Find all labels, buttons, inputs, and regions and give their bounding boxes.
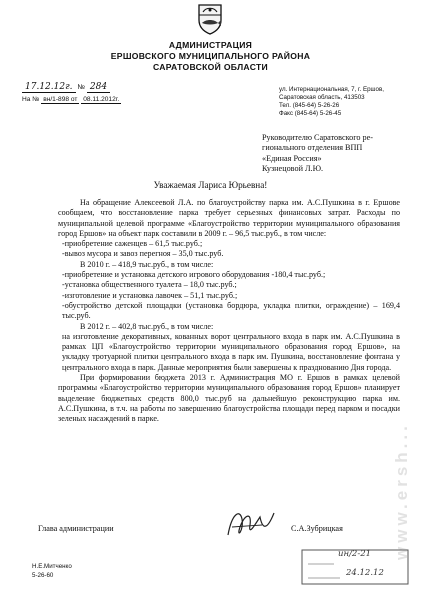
- number-label: №: [77, 84, 85, 91]
- paragraph-2012: В 2012 г. – 402,8 тыс.руб., в том числе:: [80, 321, 214, 331]
- letter-body: [58, 198, 400, 425]
- executor-phone: 5-26-60: [32, 571, 54, 579]
- list-item-playground: -обустройство детской площадки (установка бордюра, укладка плитки, ограждение) – 169,4 тыс.руб.: [62, 300, 400, 321]
- addressee-line3: «Единая Россия»: [262, 153, 322, 163]
- addressee-line4: Кузнецовой Л.Ю.: [262, 163, 324, 173]
- list-item-benches: -изготовление и установка лавочек – 51,1 тыс.руб.;: [62, 290, 238, 300]
- signer-role: Глава администрации: [38, 524, 114, 533]
- site-watermark: www.ersh...: [392, 422, 411, 560]
- executor-name: Н.Е.Митченко: [32, 563, 72, 570]
- contact-block: [279, 86, 384, 118]
- signer-name: С.А.Зубрицкая: [291, 524, 343, 533]
- paragraph-2012-details: на изготовление декоративных, кованных ворот центрального входа в парк им. А.С.Пушкина в рамках ЦП «Благоустройство территории муниципального образования город Ершов», на укладку тротуарной плитки центрального входа в парк им. Пушкина, восстановление фонтана у центрального входа в парк. Данные мероприятия были завершены к празднованию Дня города.: [62, 331, 400, 372]
- stamp-registration-date: 24.12.12: [346, 568, 384, 578]
- handwritten-signature: [222, 505, 280, 545]
- executor-block: [32, 563, 72, 580]
- address-region: Саратовская область, 413503: [279, 94, 365, 102]
- list-item-playground-equipment: -приобретение и установка детского игрового оборудования -180,4 тыс.руб.;: [62, 270, 326, 280]
- incoming-date: 08.11.2012г.: [83, 96, 120, 103]
- incoming-reference: [22, 96, 121, 104]
- paragraph-2010: В 2010 г. – 418,9 тыс.руб., в том числе:: [80, 259, 214, 269]
- outgoing-date: 17.12.12г.: [22, 82, 76, 93]
- org-name-line3: САРАТОВСКОЙ ОБЛАСТИ: [152, 62, 269, 72]
- org-name-line2: ЕРШОВСКОГО МУНИЦИПАЛЬНОГО РАЙОНА: [110, 51, 311, 61]
- salutation: Уважаемая Лариса Юрьевна!: [153, 180, 268, 190]
- phone-number: Тел. (845-64) 5-26-26: [279, 102, 340, 110]
- address-street: ул. Интернациональная, 7, г. Ершов,: [279, 86, 384, 93]
- org-name-line1: АДМИНИСТРАЦИЯ: [168, 40, 253, 50]
- paragraph-2013-budget: При формировании бюджета 2013 г. Администрация МО г. Ершов в рамках целевой программы «Благоустройство территории муниципального образования город Ершов» планирует выделение бюджетных средств 800,0 тыс.руб на дальнейшую реконструкцию парка им. А.С.Пушкина, в т.ч. на работы по завершению благоустройства площади перед парком и посадки зеленых насаждений в парке.: [58, 373, 400, 424]
- coat-of-arms-icon: [197, 3, 223, 35]
- list-item-seedlings: -приобретение саженцев – 61,5 тыс.руб.;: [62, 239, 203, 249]
- addressee-line1: Руководителю Саратовского ре-: [262, 133, 374, 142]
- outgoing-number: 284: [87, 82, 110, 93]
- outgoing-reference: [22, 82, 110, 93]
- incoming-number: вн/1-898 от: [43, 96, 78, 103]
- paragraph-intro: На обращение Алексеевой Л.А. по благоустройству парка им. А.С.Пушкина в г. Ершове сообщаем, что восстановление парка требует серьезных финансовых затрат. Расходы по муниципальной целевой программе «Благоустройство территории муниципального образования город Ершов» на объект парк составили в 2009 г. – 96,5 тыс.руб., в том числе:: [58, 198, 400, 238]
- stamp-registration-number: ин/2-21: [338, 549, 372, 559]
- addressee-line2: гионального отделения ВПП: [262, 143, 363, 153]
- list-item-toilet: -установка общественного туалета – 18,0 тыс.руб.;: [62, 280, 237, 290]
- list-item-garbage: -вывоз мусора и завоз перегноя – 35,0 тыс.руб.: [62, 249, 224, 259]
- fax-number: Факс (845-64) 5-26-45: [279, 110, 342, 118]
- addressee-block: [262, 133, 412, 174]
- incoming-label: На №: [22, 96, 40, 103]
